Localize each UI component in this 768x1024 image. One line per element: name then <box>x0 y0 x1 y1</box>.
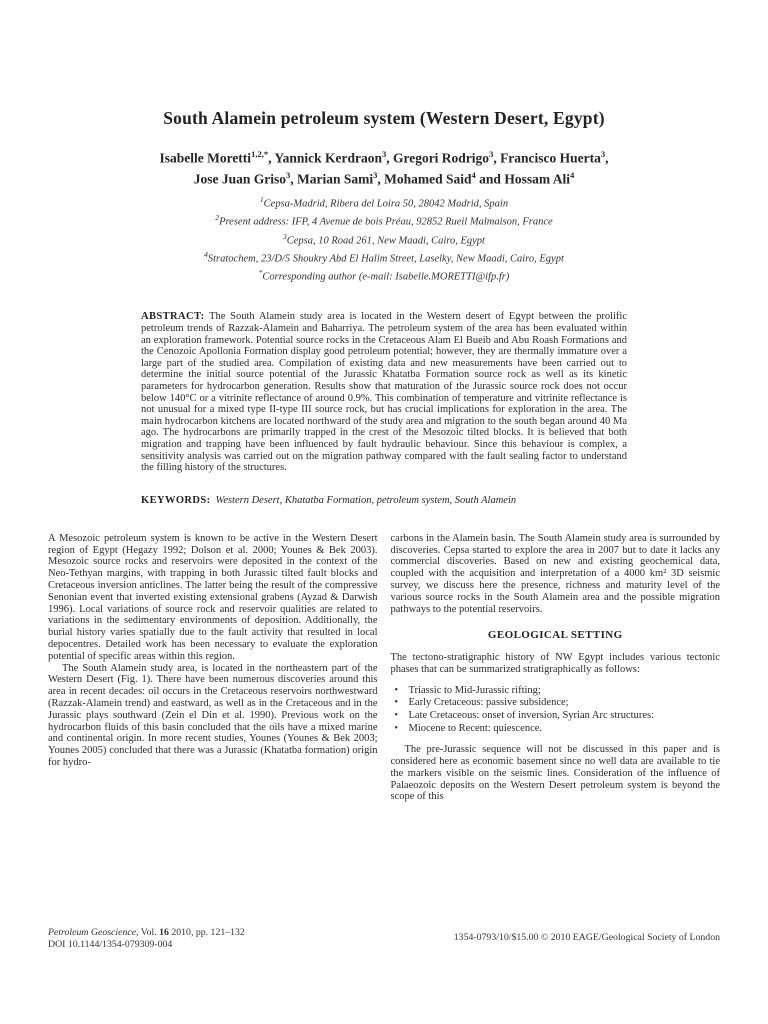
author-list <box>0 146 768 188</box>
page-footer <box>48 927 720 951</box>
corresponding-author-line <box>0 266 768 284</box>
author-line-1 <box>0 146 768 167</box>
author-separator: , <box>493 150 501 166</box>
paper-header <box>0 0 768 284</box>
doi-line: DOI 10.1144/1354-079309-004 <box>48 939 173 950</box>
author-separator: , <box>377 171 385 187</box>
author-separator: , <box>605 150 609 166</box>
author-separator: , <box>386 150 393 166</box>
list-item <box>395 697 721 710</box>
list-item <box>395 685 721 698</box>
volume-number: 16 <box>159 927 169 938</box>
affiliation-text: Stratochem, 23/D/5 Shoukry Abd El Halim Street, Laselky, New Maadi, Cairo, Egypt <box>207 253 564 265</box>
keywords <box>141 495 627 506</box>
list-item-text: Early Cretaceous: passive subsidence; <box>408 697 569 709</box>
affiliation-mark: 3 <box>283 231 287 241</box>
keywords-label: KEYWORDS: <box>141 494 211 506</box>
body-paragraph: carbons in the Alamein basin. The South Alamein study area is surrounded by discoveries. Cepsa started to explore the area in 2007 but to date it lacks any commercial discoveries. Based on new and existing geochemical data, coupled with the acquisition and interpretation of a 4000 km² 3D seismic survey, we discuss here the presence, richness and maturity level of the various source rocks in the South Alamein area and the possible migration pathways to the potential reservoirs. <box>390 532 720 615</box>
author-affiliation-mark: 3 <box>600 149 606 159</box>
affiliation-line <box>0 211 768 229</box>
corresponding-author-text: Corresponding author (e-mail: Isabelle.MORETTI@ifp.fr) <box>262 271 510 283</box>
author-affiliation-mark: 3 <box>489 149 494 159</box>
author-affiliation-mark: 1,2,* <box>251 149 269 159</box>
bullet-icon: • <box>394 722 399 734</box>
abstract <box>141 311 627 473</box>
abstract-label: ABSTRACT: <box>141 311 205 323</box>
affiliation-mark: 2 <box>215 213 220 223</box>
left-column <box>48 533 378 803</box>
author-affiliation-mark: 3 <box>373 170 378 180</box>
volume-label: Vol. <box>138 927 160 938</box>
section-heading-geological-setting: GEOLOGICAL SETTING <box>487 629 623 642</box>
keywords-text: Western Desert, Khatatba Formation, petroleum system, South Alamein <box>215 494 517 506</box>
body-columns <box>0 533 768 803</box>
author-name: Isabelle Moretti <box>159 150 252 166</box>
body-paragraph: The tectono-stratigraphic history of NW Egypt includes various tectonic phases that can be summarized stratigraphically as follows: <box>390 652 720 675</box>
author-affiliation-mark: 4 <box>471 170 476 180</box>
list-item-text: Miocene to Recent: quiescence. <box>408 722 543 734</box>
journal-name: Petroleum Geoscience, <box>48 927 139 938</box>
affiliation-text: Present address: IFP, 4 Avenue de bois Préau, 92852 Rueil Malmaison, France <box>219 216 553 228</box>
bullet-icon: • <box>394 684 399 696</box>
affiliation-text: Cepsa-Madrid, Ribera del Loira 50, 28042 Madrid, Spain <box>263 198 509 210</box>
author-name: Marian Sami <box>297 171 374 187</box>
journal-citation-line <box>48 927 245 939</box>
body-paragraph: The pre-Jurassic sequence will not be discussed in this paper and is considered here as economic basement since no well data are available to tie the markers visible on the seismic lines. Consideration of the influence of Palaeozoic deposits on the Western Desert petroleum system is beyond the scope of this <box>390 744 720 803</box>
author-separator: , <box>268 150 275 166</box>
body-paragraph: The South Alamein study area, is located in the northeastern part of the Western Desert (Fig. 1). There have been numerous discoveries around this area in recent decades: oil occurs in the Cretaceous reservoirs northwestward (Razzak-Alamein trend) and eastward, as well as in the Cretaceous and in the Jurassic plays southward (Zein el Din et al. 1990). Previous work on the hydrocarbon fluids of this basin concluded that the oils have a mixed marine and continental origin. In more recent studies, Younes (Younes & Bek 2003; Younes 2005) concluded that there was a Jurassic (Khatatba formation) origin for hydro- <box>48 662 378 768</box>
affiliation-text: Cepsa, 10 Road 261, New Maadi, Cairo, Egypt <box>286 235 485 247</box>
footer-copyright: 1354-0793/10/$15.00 © 2010 EAGE/Geological Society of London <box>453 932 720 943</box>
affiliation-line <box>0 230 768 248</box>
affiliation-mark: * <box>258 268 263 278</box>
author-separator: , <box>290 171 298 187</box>
author-name: Jose Juan Griso <box>193 171 287 187</box>
bullet-icon: • <box>394 697 399 709</box>
author-line-2 <box>0 167 768 188</box>
author-name: Hossam Ali <box>504 171 570 187</box>
author-name: Gregori Rodrigo <box>392 150 490 166</box>
author-name: Yannick Kerdraon <box>274 150 382 166</box>
list-item <box>395 723 721 736</box>
footer-citation <box>48 927 245 951</box>
tectonic-phase-list <box>391 685 721 735</box>
list-item <box>395 710 721 723</box>
citation-pages: 2010, pp. 121–132 <box>168 927 245 938</box>
right-column <box>391 533 721 803</box>
affiliation-line <box>0 248 768 266</box>
author-name: Francisco Huerta <box>500 150 601 166</box>
list-item-text: Triassic to Mid-Jurassic rifting; <box>408 684 541 696</box>
author-separator: and <box>475 171 505 187</box>
paper-title: South Alamein petroleum system (Western Desert, Egypt) <box>163 108 605 128</box>
body-paragraph: A Mesozoic petroleum system is known to be active in the Western Desert region of Egypt (Hegazy 1992; Dolson et al. 2000; Younes & Bek 2003). Mesozoic source rocks and reservoirs were deposited in the context of the Neo-Tethyan margins, with trapping in both Jurassic tilted fault blocks and Cretaceous inversion anticlines. The latter being the result of the compressive Senonian event that inverted existing extensional grabens (Ayzad & Darwish 1996). Local variations of source rock and reservoir qualities are related to variations in the sedimentary environments of deposition. Additionally, the burial history varies spatially due to the fault activity that resulted in local depocentres. Detailed work has been necessary to evaluate the exploration potential of specific areas within this region. <box>48 532 378 662</box>
affiliation-mark: 1 <box>259 195 264 204</box>
list-item-text: Late Cretaceous: onset of inversion, Syrian Arc structures: <box>408 709 655 721</box>
affiliation-list <box>0 193 768 284</box>
author-affiliation-mark: 3 <box>286 170 291 180</box>
abstract-text: The South Alamein study area is located in the Western desert of Egypt between the prolific petroleum trends of Razzak-Alamein and Baharriya. The petroleum system of the area has been evaluated within an exploration framework. Potential source rocks in the Cretaceous Alam El Bueib and Abu Roash Formations and the Cenozoic Apollonia Formation display good petroleum potential; however, they are thermally immature over a large part of the studied area. Compilation of existing data and new measurements have been carried out to determine the initial source potential of the Jurassic Khatatba Formation source rock as well as its kinetic parameters for hydrocarbon generation. Results show that maturation of the Jurassic source rock does not occur below 140°C or a vitrinite reflectance of around 0.9%. This combination of temperature and vitrinite reflectance is not unusual for a mixed type II-type III source rock, but has crucial implications for exploration in the area. The main hydrocarbon kitchens are located northward of the study area and migration to the south began around 40 Ma ago. The hydrocarbons are primarily trapped in the crest of the Mesozoic tilted blocks. It is believed that both migration and trapping have been influenced by fault hydraulic behaviour. Since this behaviour is complex, a sensitivity analysis was carried out on the migration pathway compared with the fault sealing factor to understand the filling history of the structures. <box>141 311 628 474</box>
bullet-icon: • <box>394 709 399 721</box>
author-affiliation-mark: 3 <box>381 149 387 159</box>
author-name: Mohamed Said <box>384 171 472 187</box>
affiliation-mark: 4 <box>204 249 208 259</box>
affiliation-line <box>0 193 768 211</box>
author-affiliation-mark: 4 <box>569 170 575 180</box>
